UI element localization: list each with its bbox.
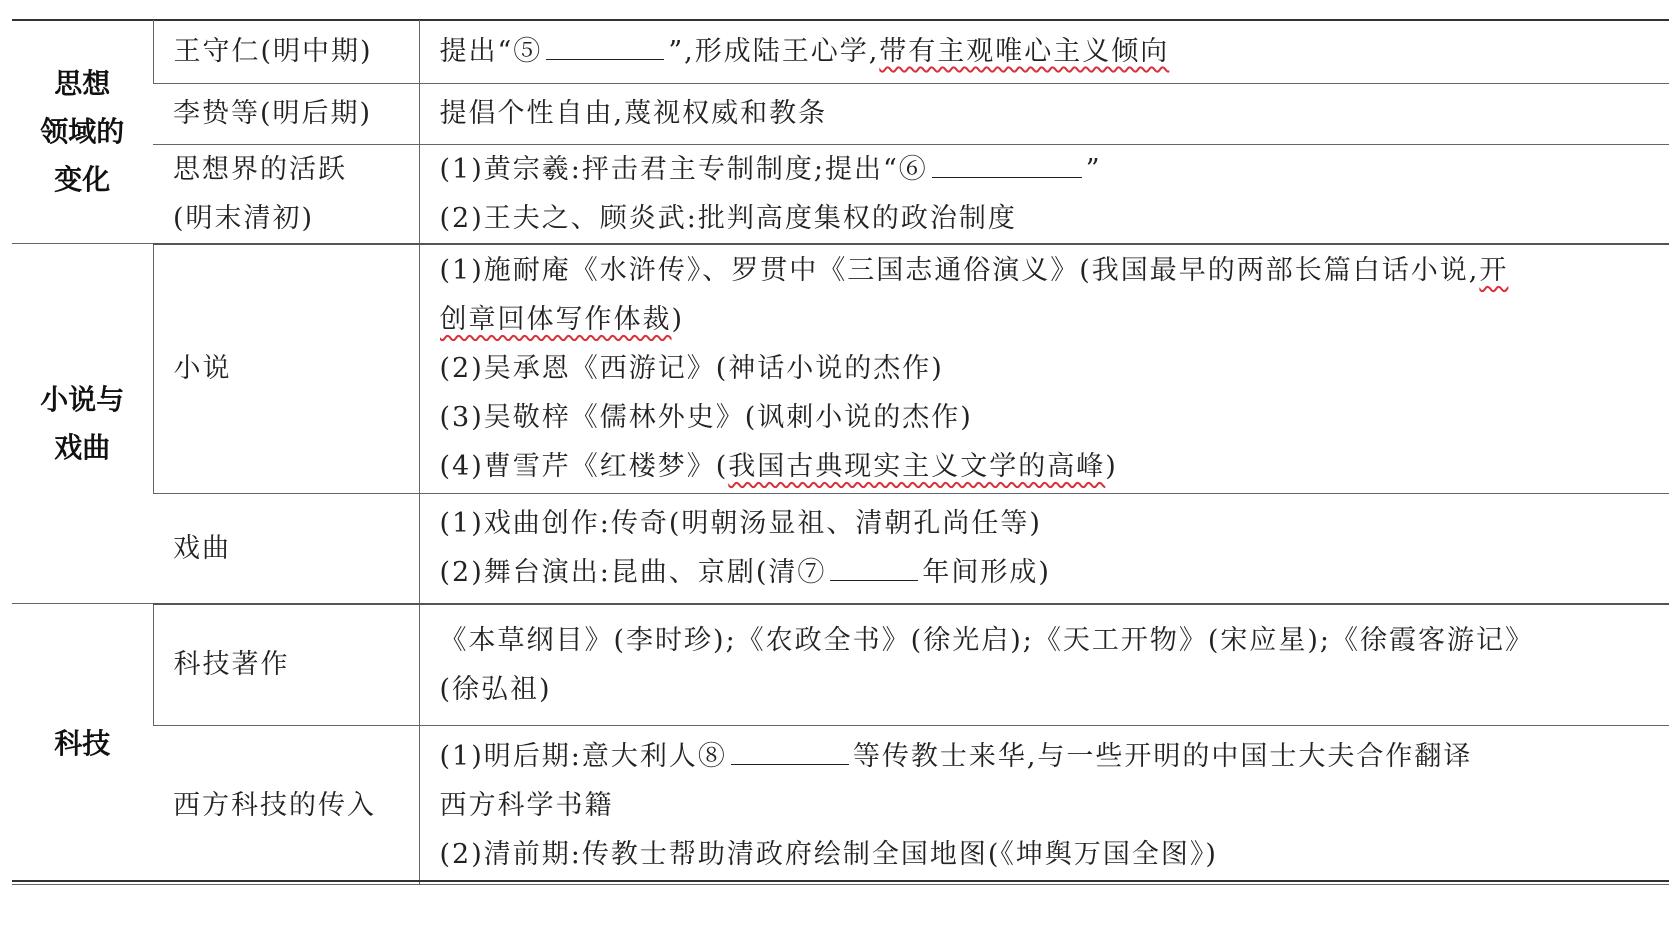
description-cell: [419, 20, 1669, 83]
category-label: 小说与: [40, 382, 125, 416]
subtopic-label: 王守仁(明中期): [173, 35, 373, 67]
description-cell: [419, 494, 1669, 604]
table-bottom-rule: [12, 880, 1669, 882]
description-line: (1)施耐庵《水浒传》、罗贯中《三国志通俗演义》(我国最早的两部长篇白话小说,开: [439, 255, 1509, 287]
description-line: 西方科学书籍: [439, 789, 614, 821]
table-row-late-ming: [12, 144, 1669, 244]
description-line: (3)吴敬梓《儒林外史》(讽刺小说的杰作): [439, 402, 973, 434]
subtopic-cell: [153, 83, 419, 144]
category-cell-novels-opera: [12, 244, 153, 604]
wavy-underlined-text: 创章回体写作体裁: [439, 304, 672, 336]
description-cell: [419, 726, 1669, 885]
subtopic-cell: [153, 726, 419, 885]
description-line: (1)戏曲创作:传奇(明朝汤显祖、清朝孔尚任等): [439, 508, 1042, 540]
description-cell: [419, 83, 1669, 144]
category-cell-technology: [12, 604, 153, 885]
description-line: (2)舞台演出:昆曲、京剧(清⑦ 年间形成): [440, 548, 1664, 597]
subtopic-cell: [153, 20, 419, 83]
description-cell: [419, 604, 1669, 726]
subtopic-label: 思想界的活跃: [173, 153, 347, 185]
subtopic-cell: [153, 144, 419, 244]
wavy-underlined-text: 我国古典现实主义文学的高峰: [728, 451, 1106, 483]
subtopic-label: 小说: [173, 353, 232, 385]
table-row-wang-shouren: [12, 20, 1669, 83]
description-line: (1)明后期:意大利人⑧ 等传教士来华,与一些开明的中国士大夫合作翻译: [440, 732, 1664, 781]
fill-blank-7: [830, 550, 918, 581]
description-line: (徐弘祖): [439, 673, 552, 705]
description-line: (2)清前期:传教士帮助清政府绘制全国地图(《坤舆万国全图》): [439, 838, 1218, 870]
category-cell-thought: [12, 20, 153, 244]
description-line: (4)曹雪芹《红楼梦》(我国古典现实主义文学的高峰): [439, 451, 1118, 483]
subtopic-cell: [153, 494, 419, 604]
fill-blank-5: [546, 29, 664, 60]
description-line: 创章回体写作体裁): [439, 304, 685, 336]
description-line: 《本草纲目》(李时珍);《农政全书》(徐光启);《天工开物》(宋应星);《徐霞客游记》: [439, 624, 1534, 656]
table-row-opera: [12, 494, 1669, 604]
table-row-novels: [12, 244, 1669, 494]
description-cell: [419, 144, 1669, 244]
description-cell: [419, 244, 1669, 494]
description-line: (2)王夫之、顾炎武:批判高度集权的政治制度: [439, 202, 1017, 234]
description-line: (1)黄宗羲:抨击君主专制制度;提出“⑥ ”: [440, 145, 1664, 194]
category-label: 领域的: [40, 114, 125, 148]
table-row-sci-books: [12, 604, 1669, 726]
description-line: 提倡个性自由,蔑视权威和教条: [439, 98, 828, 129]
subtopic-label: 西方科技的传入: [173, 789, 376, 821]
subtopic-cell: [153, 244, 419, 494]
category-label: 思想: [54, 66, 111, 100]
summary-table: [12, 20, 1669, 885]
subtopic-label: 科技著作: [173, 649, 290, 681]
subtopic-label: 戏曲: [173, 532, 231, 564]
category-label: 变化: [54, 162, 111, 196]
subtopic-cell: [153, 604, 419, 726]
description-line: (2)吴承恩《西游记》(神话小说的杰作): [439, 353, 944, 385]
wavy-underlined-text: 带有主观唯心主义倾向: [879, 35, 1170, 67]
table-row-li-zhi: [12, 83, 1669, 144]
subtopic-label: (明末清初): [173, 202, 315, 234]
description-line: 提出“⑤ ”,形成陆王心学,带有主观唯心主义倾向: [440, 27, 1664, 76]
category-label: 戏曲: [54, 430, 111, 464]
category-label: 科技: [54, 727, 111, 760]
wavy-underlined-text: 开: [1479, 255, 1509, 287]
fill-blank-8: [731, 734, 849, 765]
fill-blank-6: [932, 147, 1082, 178]
subtopic-label: 李贽等(明后期): [173, 98, 373, 129]
table-row-western-sci: [12, 726, 1669, 885]
